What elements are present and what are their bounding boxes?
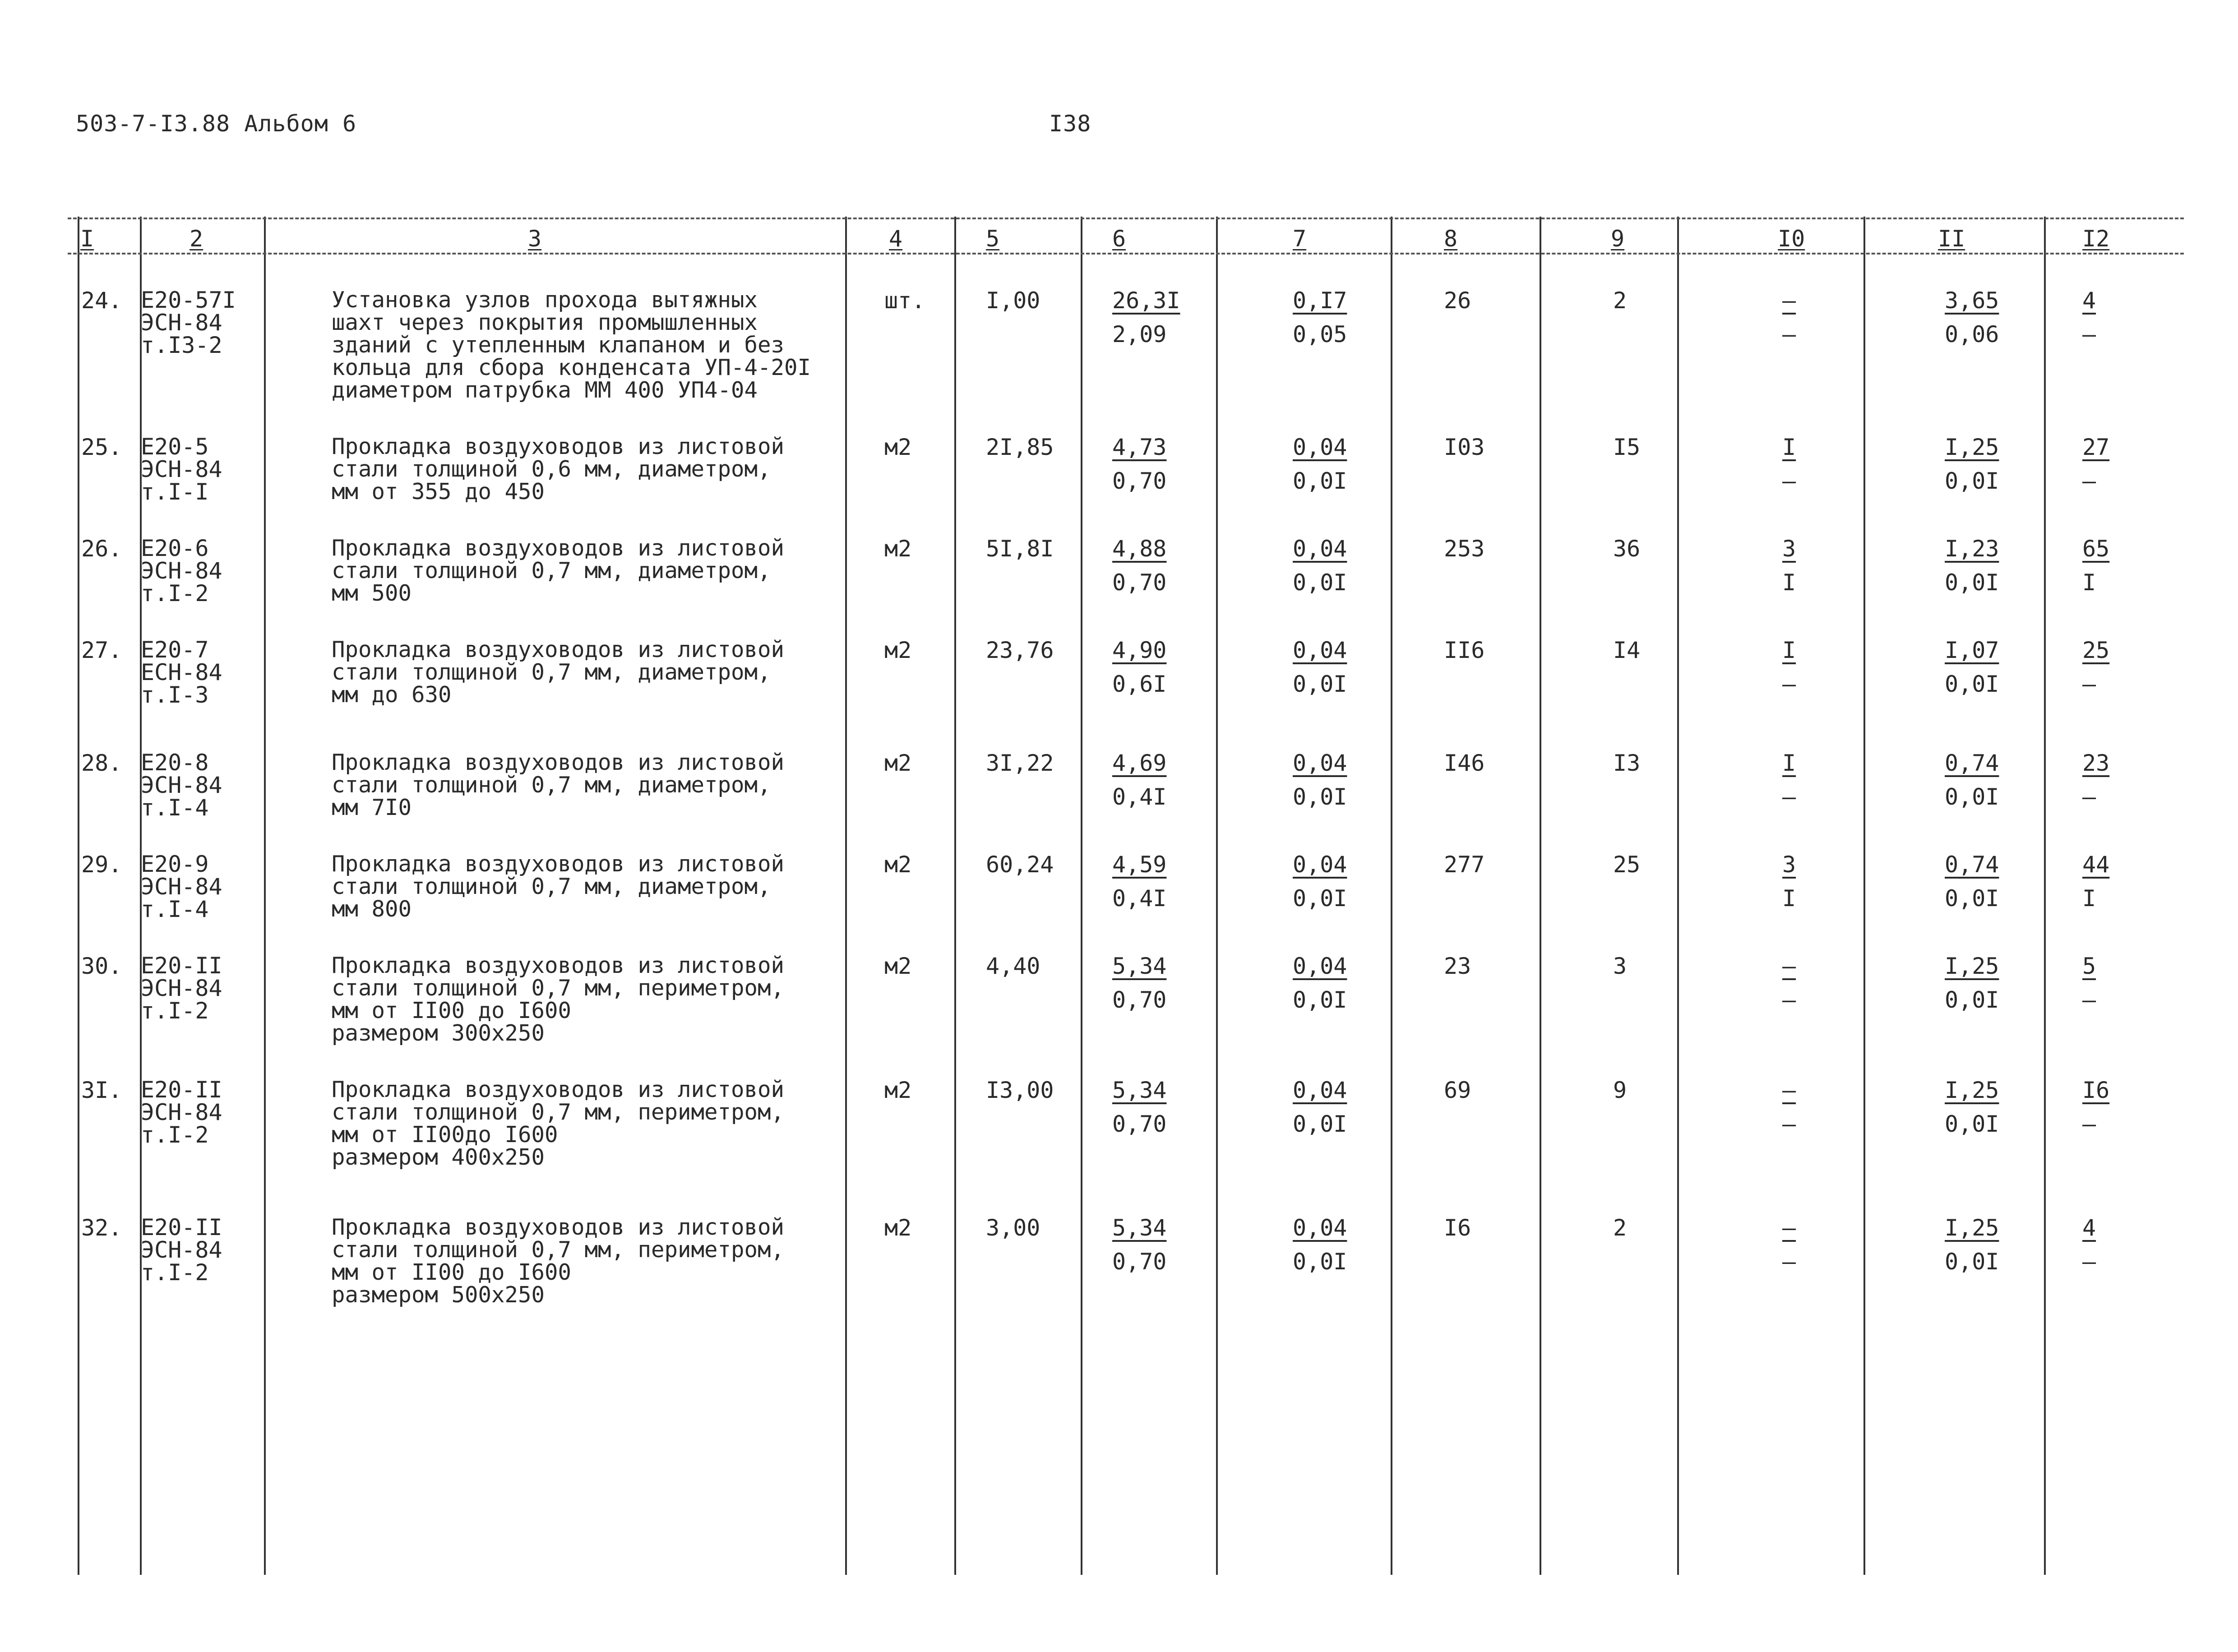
column-number: 8 [1444, 226, 1458, 252]
wages: I5 [1613, 434, 1641, 460]
quantity: 2I,85 [986, 434, 1054, 460]
wages: 2 [1613, 1215, 1627, 1241]
labor-bottom: 0,06 [1945, 321, 1999, 347]
total-cost: I6 [1444, 1215, 1471, 1241]
unit: м2 [884, 953, 912, 979]
norm-code: E20-9 [141, 851, 209, 877]
machine-cost-top: 0,04 [1293, 953, 1347, 979]
unit: шт. [884, 287, 925, 314]
labor-top: I,23 [1945, 536, 1999, 562]
col10-top: I [1782, 434, 1796, 460]
unit: м2 [884, 637, 912, 663]
norm-code: E20-7 [141, 637, 209, 663]
total-labor-top: 44 [2082, 851, 2110, 878]
norm-code: т.I-I [141, 479, 209, 505]
quantity: I,00 [986, 287, 1040, 314]
norm-code: ЭСН-84 [141, 558, 222, 584]
col10-bottom: – [1782, 1249, 1796, 1275]
machine-cost-bottom: 0,0I [1293, 671, 1347, 697]
total-labor-bottom: I [2082, 885, 2096, 912]
work-description: Установка узлов прохода вытяжных [332, 287, 758, 313]
page-number: I38 [1049, 111, 1091, 137]
column-number: 9 [1611, 226, 1625, 252]
unit-cost-top: 26,3I [1112, 287, 1180, 314]
work-description: Прокладка воздуховодов из листовой [332, 1077, 785, 1102]
machine-cost-bottom: 0,0I [1293, 569, 1347, 596]
work-description: размером 400x250 [332, 1144, 545, 1170]
total-labor-bottom: – [2082, 987, 2096, 1013]
total-labor-bottom: – [2082, 1249, 2096, 1275]
unit: м2 [884, 536, 912, 562]
labor-bottom: 0,0I [1945, 1111, 1999, 1137]
column-number: I2 [2082, 226, 2110, 252]
work-description: Прокладка воздуховодов из листовой [332, 637, 785, 662]
column-rule [2044, 217, 2046, 1575]
header-rule-bottom [68, 253, 2184, 255]
norm-code: E20-II [141, 953, 222, 979]
labor-bottom: 0,0I [1945, 987, 1999, 1013]
unit-cost-top: 4,69 [1112, 750, 1167, 776]
work-description: мм от II00 до I600 [332, 998, 572, 1023]
col10-top: 3 [1782, 536, 1796, 562]
column-rule [845, 217, 847, 1575]
wages: 9 [1613, 1077, 1627, 1103]
total-labor-bottom: – [2082, 468, 2096, 494]
machine-cost-top: 0,I7 [1293, 287, 1347, 314]
column-number: 7 [1293, 226, 1307, 252]
row-number: 29. [81, 851, 122, 878]
unit-cost-bottom: 0,4I [1112, 784, 1167, 810]
unit-cost-top: 4,73 [1112, 434, 1167, 460]
norm-code: ЭСН-84 [141, 772, 222, 798]
work-description: стали толщиной 0,7 мм, периметром, [332, 1237, 785, 1263]
norm-code: ЕСН-84 [141, 659, 222, 685]
total-labor-top: 25 [2082, 637, 2110, 663]
work-description: кольца для сбора конденсата УП-4-20I [332, 355, 811, 380]
work-description: стали толщиной 0,7 мм, диаметром, [332, 558, 771, 583]
col10-bottom: I [1782, 569, 1796, 596]
norm-code: т.I-3 [141, 682, 209, 708]
col10-bottom: – [1782, 987, 1796, 1013]
total-labor-top: 5 [2082, 953, 2096, 979]
work-description: стали толщиной 0,7 мм, периметром, [332, 1099, 785, 1125]
unit: м2 [884, 434, 912, 460]
unit-cost-bottom: 0,70 [1112, 987, 1167, 1013]
total-labor-bottom: – [2082, 671, 2096, 697]
unit: м2 [884, 851, 912, 878]
norm-code: ЭСН-84 [141, 310, 222, 336]
unit-cost-bottom: 0,70 [1112, 569, 1167, 596]
norm-code: ЭСН-84 [141, 456, 222, 482]
column-rule [1216, 217, 1218, 1575]
unit-cost-bottom: 0,6I [1112, 671, 1167, 697]
row-number: 24. [81, 287, 122, 314]
work-description: зданий с утепленным клапаном и без [332, 332, 785, 358]
col10-top: – [1782, 287, 1796, 314]
document-code: 503-7-I3.88 Альбом 6 [76, 111, 357, 137]
labor-bottom: 0,0I [1945, 1249, 1999, 1275]
col10-top: 3 [1782, 851, 1796, 878]
work-description: Прокладка воздуховодов из листовой [332, 953, 785, 978]
col10-bottom: I [1782, 885, 1796, 912]
norm-code: E20-5 [141, 434, 209, 460]
labor-top: 3,65 [1945, 287, 1999, 314]
machine-cost-bottom: 0,0I [1293, 1249, 1347, 1275]
quantity: I3,00 [986, 1077, 1054, 1103]
total-labor-top: 65 [2082, 536, 2110, 562]
work-description: стали толщиной 0,7 мм, периметром, [332, 975, 785, 1001]
total-labor-top: 27 [2082, 434, 2110, 460]
norm-code: ЭСН-84 [141, 1099, 222, 1125]
unit-cost-bottom: 0,70 [1112, 1111, 1167, 1137]
unit: м2 [884, 1215, 912, 1241]
column-number: 5 [986, 226, 1000, 252]
column-rule [1540, 217, 1541, 1575]
total-labor-top: 23 [2082, 750, 2110, 776]
quantity: 3,00 [986, 1215, 1040, 1241]
norm-code: т.I3-2 [141, 332, 222, 358]
col10-bottom: – [1782, 784, 1796, 810]
labor-top: 0,74 [1945, 750, 1999, 776]
unit-cost-top: 5,34 [1112, 1215, 1167, 1241]
unit: м2 [884, 750, 912, 776]
row-number: 25. [81, 434, 122, 460]
row-number: 30. [81, 953, 122, 979]
labor-bottom: 0,0I [1945, 885, 1999, 912]
column-number: II [1938, 226, 1965, 252]
col10-bottom: – [1782, 468, 1796, 494]
total-labor-bottom: – [2082, 784, 2096, 810]
labor-bottom: 0,0I [1945, 671, 1999, 697]
quantity: 5I,8I [986, 536, 1054, 562]
total-cost: 23 [1444, 953, 1471, 979]
labor-top: I,25 [1945, 1077, 1999, 1103]
machine-cost-top: 0,04 [1293, 851, 1347, 878]
total-cost: 277 [1444, 851, 1485, 878]
row-number: 32. [81, 1215, 122, 1241]
col10-bottom: – [1782, 671, 1796, 697]
work-description: Прокладка воздуховодов из листовой [332, 434, 785, 459]
work-description: мм 7I0 [332, 795, 412, 820]
norm-code: ЭСН-84 [141, 1237, 222, 1263]
unit-cost-bottom: 0,70 [1112, 468, 1167, 494]
wages: 36 [1613, 536, 1641, 562]
column-number: 2 [190, 226, 203, 252]
norm-code: E20-II [141, 1077, 222, 1103]
machine-cost-bottom: 0,0I [1293, 468, 1347, 494]
work-description: Прокладка воздуховодов из листовой [332, 535, 785, 561]
unit-cost-bottom: 0,70 [1112, 1249, 1167, 1275]
labor-top: I,25 [1945, 1215, 1999, 1241]
work-description: стали толщиной 0,7 мм, диаметром, [332, 874, 771, 899]
machine-cost-bottom: 0,0I [1293, 784, 1347, 810]
norm-code: ЭСН-84 [141, 975, 222, 1001]
total-labor-bottom: – [2082, 321, 2096, 347]
total-cost: II6 [1444, 637, 1485, 663]
machine-cost-top: 0,04 [1293, 536, 1347, 562]
total-labor-bottom: I [2082, 569, 2096, 596]
total-labor-bottom: – [2082, 1111, 2096, 1137]
work-description: стали толщиной 0,7 мм, диаметром, [332, 772, 771, 798]
work-description: Прокладка воздуховодов из листовой [332, 1214, 785, 1240]
header-rule-top [68, 217, 2184, 219]
norm-code: E20-II [141, 1214, 222, 1240]
row-number: 26. [81, 536, 122, 562]
work-description: мм от II00 до I600 [332, 1259, 572, 1285]
norm-code: т.I-2 [141, 1122, 209, 1148]
unit: м2 [884, 1077, 912, 1103]
column-number: 6 [1112, 226, 1126, 252]
col10-bottom: – [1782, 1111, 1796, 1137]
column-rule [1677, 217, 1679, 1575]
labor-top: 0,74 [1945, 851, 1999, 878]
total-cost: 69 [1444, 1077, 1471, 1103]
column-rule [1081, 217, 1082, 1575]
column-number: I0 [1778, 226, 1805, 252]
wages: 2 [1613, 287, 1627, 314]
work-description: мм от II00до I600 [332, 1122, 558, 1148]
unit-cost-top: 4,59 [1112, 851, 1167, 878]
machine-cost-top: 0,04 [1293, 434, 1347, 460]
wages: I4 [1613, 637, 1641, 663]
column-rule [954, 217, 956, 1575]
labor-bottom: 0,0I [1945, 784, 1999, 810]
col10-top: I [1782, 750, 1796, 776]
unit-cost-top: 4,90 [1112, 637, 1167, 663]
work-description: мм 800 [332, 896, 412, 922]
work-description: размером 500x250 [332, 1282, 545, 1308]
machine-cost-top: 0,04 [1293, 1077, 1347, 1103]
total-labor-top: 4 [2082, 287, 2096, 314]
total-cost: 26 [1444, 287, 1471, 314]
unit-cost-bottom: 2,09 [1112, 321, 1167, 347]
wages: I3 [1613, 750, 1641, 776]
machine-cost-bottom: 0,0I [1293, 1111, 1347, 1137]
unit-cost-top: 5,34 [1112, 1077, 1167, 1103]
column-number: I [80, 226, 94, 252]
col10-bottom: – [1782, 321, 1796, 347]
work-description: стали толщиной 0,6 мм, диаметром, [332, 456, 771, 482]
total-cost: I46 [1444, 750, 1485, 776]
column-number: 4 [889, 226, 903, 252]
work-description: мм до 630 [332, 682, 452, 708]
total-cost: I03 [1444, 434, 1485, 460]
work-description: мм от 355 до 450 [332, 479, 545, 504]
quantity: 4,40 [986, 953, 1040, 979]
quantity: 60,24 [986, 851, 1054, 878]
norm-code: E20-6 [141, 535, 209, 561]
labor-bottom: 0,0I [1945, 569, 1999, 596]
unit-cost-top: 5,34 [1112, 953, 1167, 979]
total-cost: 253 [1444, 536, 1485, 562]
column-rule [1391, 217, 1392, 1575]
row-number: 3I. [81, 1077, 122, 1103]
machine-cost-top: 0,04 [1293, 750, 1347, 776]
work-description: размером 300x250 [332, 1020, 545, 1046]
norm-code: т.I-2 [141, 1259, 209, 1286]
machine-cost-bottom: 0,0I [1293, 885, 1347, 912]
col10-top: – [1782, 1215, 1796, 1241]
machine-cost-top: 0,04 [1293, 637, 1347, 663]
labor-top: I,07 [1945, 637, 1999, 663]
total-labor-top: 4 [2082, 1215, 2096, 1241]
norm-code: E20-8 [141, 750, 209, 776]
column-rule [264, 217, 266, 1575]
labor-top: I,25 [1945, 953, 1999, 979]
col10-top: I [1782, 637, 1796, 663]
total-labor-top: I6 [2082, 1077, 2110, 1103]
machine-cost-bottom: 0,05 [1293, 321, 1347, 347]
column-rule [1863, 217, 1865, 1575]
norm-code: ЭСН-84 [141, 874, 222, 900]
machine-cost-bottom: 0,0I [1293, 987, 1347, 1013]
row-number: 27. [81, 637, 122, 663]
work-description: Прокладка воздуховодов из листовой [332, 750, 785, 775]
machine-cost-top: 0,04 [1293, 1215, 1347, 1241]
column-rule [78, 217, 79, 1575]
wages: 25 [1613, 851, 1641, 878]
norm-code: т.I-2 [141, 998, 209, 1024]
norm-code: т.I-4 [141, 795, 209, 821]
column-number: 3 [528, 226, 542, 252]
row-number: 28. [81, 750, 122, 776]
quantity: 3I,22 [986, 750, 1054, 776]
norm-code: E20-57I [141, 287, 236, 313]
norm-code: т.I-4 [141, 896, 209, 922]
col10-top: – [1782, 953, 1796, 979]
work-description: мм 500 [332, 580, 412, 606]
work-description: стали толщиной 0,7 мм, диаметром, [332, 659, 771, 685]
unit-cost-top: 4,88 [1112, 536, 1167, 562]
labor-top: I,25 [1945, 434, 1999, 460]
col10-top: – [1782, 1077, 1796, 1103]
unit-cost-bottom: 0,4I [1112, 885, 1167, 912]
work-description: диаметром патрубка ММ 400 УП4-04 [332, 377, 758, 403]
norm-code: т.I-2 [141, 580, 209, 606]
wages: 3 [1613, 953, 1627, 979]
labor-bottom: 0,0I [1945, 468, 1999, 494]
quantity: 23,76 [986, 637, 1054, 663]
work-description: шахт через покрытия промышленных [332, 310, 758, 335]
work-description: Прокладка воздуховодов из листовой [332, 851, 785, 877]
